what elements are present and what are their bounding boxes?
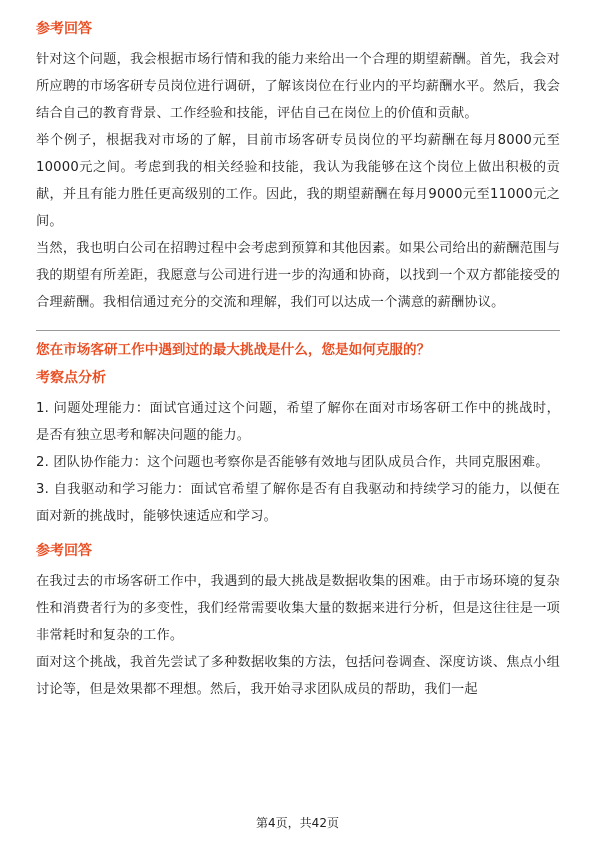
answer-paragraph: 当然，我也明白公司在招聘过程中会考虑到预算和其他因素。如果公司给出的薪酬范围与我的期望有所差距，我愿意与公司进行进一步的沟通和协商，以找到一个双方都能接受的合理薪酬。我相信通过充分的交流和理解，我们可以达成一个满意的薪酬协议。 xyxy=(36,241,560,310)
interview-question: 您在市场客研工作中遇到过的最大挑战是什么，您是如何克服的？ xyxy=(36,342,431,358)
reference-answer-heading: 参考回答 xyxy=(36,543,92,559)
section-divider xyxy=(36,330,560,331)
answer-paragraph: 针对这个问题，我会根据市场行情和我的能力来给出一个合理的期望薪酬。首先，我会对所应聘的市场客研专员岗位进行调研，了解该岗位在行业内的平均薪酬水平。然后，我会结合自己的教育背景、工作经验和技能，评估自己在岗位上的价值和贡献。 xyxy=(36,52,560,121)
answer-paragraph: 举个例子，根据我对市场的了解，目前市场客研专员岗位的平均薪酬在每月8000元至10000元之间。考虑到我的相关经验和技能，我认为我能够在这个岗位上做出积极的贡献，并且有能力胜任更高级别的工作。因此，我的期望薪酬在每月9000元至11000元之间。 xyxy=(36,133,560,229)
analysis-point: 2. 团队协作能力：这个问题也考察你是否能够有效地与团队成员合作，共同克服困难。 xyxy=(36,455,549,470)
analysis-heading: 考察点分析 xyxy=(36,370,106,386)
document-page xyxy=(36,18,560,703)
page-number-footer: 第4页，共42页 xyxy=(256,816,339,830)
analysis-point: 3. 自我驱动和学习能力：面试官希望了解你是否有自我驱动和持续学习的能力，以便在面对新的挑战时，能够快速适应和学习。 xyxy=(36,482,560,524)
spacer xyxy=(36,530,560,540)
answer-paragraph: 在我过去的市场客研工作中，我遇到的最大挑战是数据收集的困难。由于市场环境的复杂性和消费者行为的多变性，我们经常需要收集大量的数据来进行分析，但是这往往是一项非常耗时和复杂的工作。 xyxy=(36,574,560,643)
reference-answer-heading: 参考回答 xyxy=(36,21,92,37)
answer-paragraph: 面对这个挑战，我首先尝试了多种数据收集的方法，包括问卷调查、深度访谈、焦点小组讨论等，但是效果都不理想。然后，我开始寻求团队成员的帮助，我们一起 xyxy=(36,655,560,697)
analysis-point: 1. 问题处理能力：面试官通过这个问题，希望了解你在面对市场客研工作中的挑战时，是否有独立思考和解决问题的能力。 xyxy=(36,401,560,443)
